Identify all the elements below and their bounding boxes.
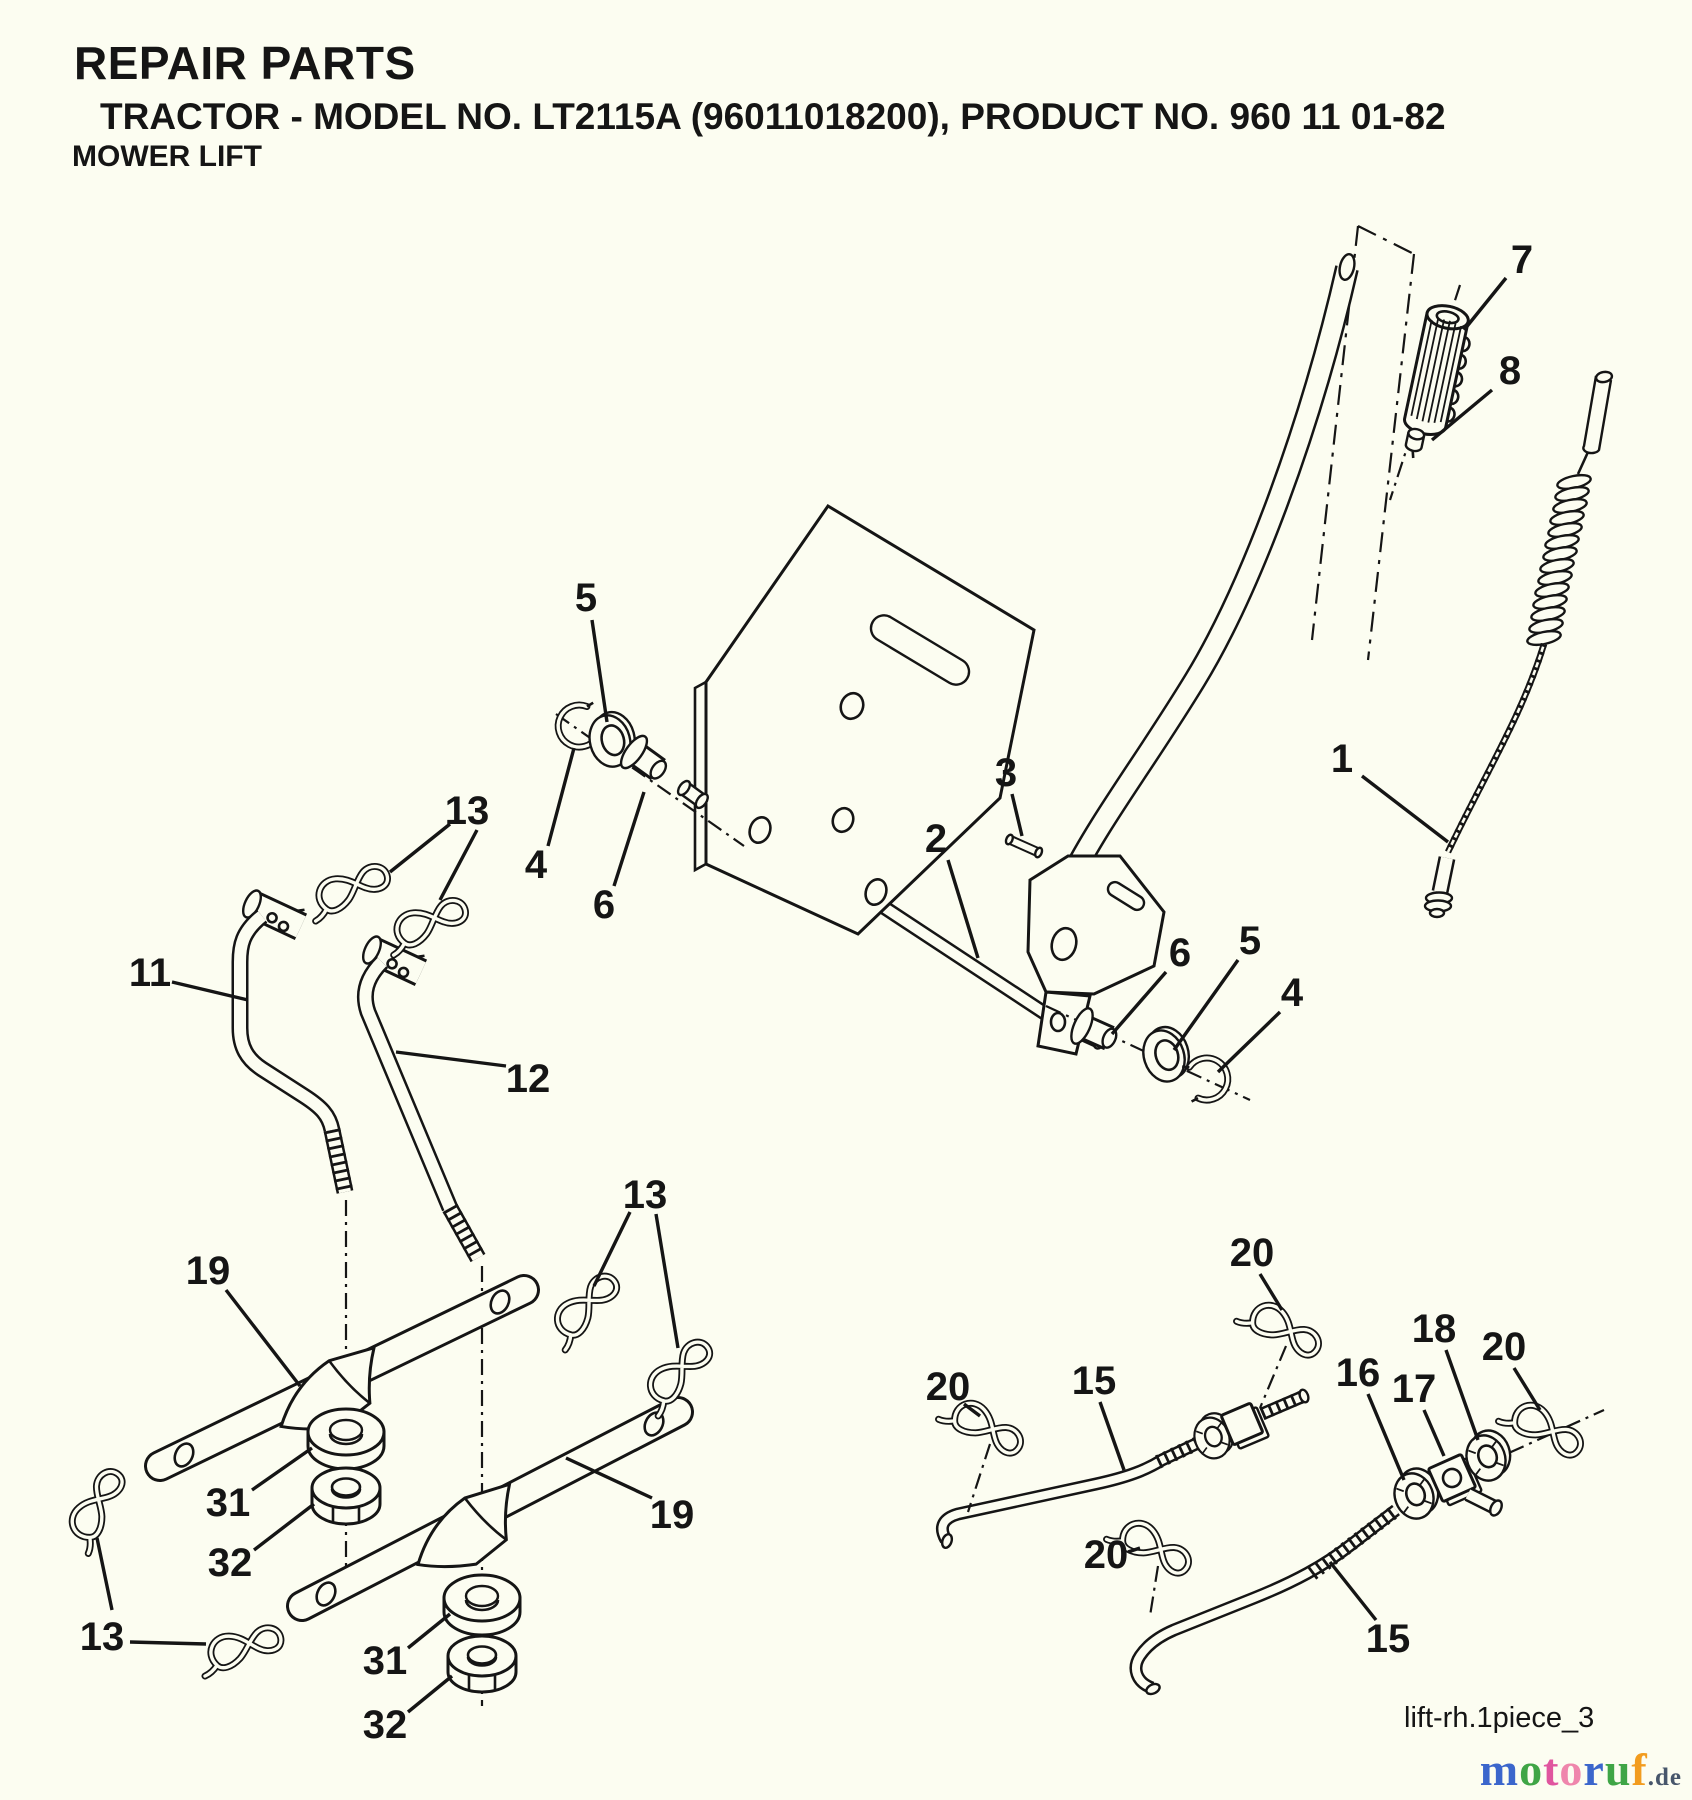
callout-18: 18	[1411, 1307, 1457, 1351]
callout-31: 31	[205, 1481, 251, 1525]
callout-leader-15	[1100, 1402, 1124, 1470]
callout-31: 31	[362, 1639, 408, 1683]
section-title: MOWER LIFT	[72, 140, 262, 173]
callout-leader-7	[1464, 278, 1506, 330]
callout-32: 32	[362, 1703, 408, 1747]
watermark-letter: m	[1479, 1744, 1520, 1795]
callout-leader-32	[254, 1504, 314, 1550]
callout-leader-13	[656, 1214, 678, 1348]
hairpin-clip-icon	[543, 1271, 628, 1350]
callout-13: 13	[79, 1615, 125, 1659]
callout-2: 2	[924, 817, 948, 861]
callout-leader-15	[1330, 1562, 1376, 1620]
callout-leader-6	[614, 792, 644, 886]
page-title: REPAIR PARTS	[74, 37, 416, 89]
watermark-letter: u	[1604, 1744, 1632, 1795]
callout-leader-31	[252, 1448, 312, 1490]
part-32-nut-a	[312, 1468, 380, 1524]
callout-8: 8	[1498, 349, 1522, 393]
callout-3: 3	[994, 751, 1018, 795]
callout-leader-17	[1424, 1410, 1444, 1456]
callout-15: 15	[1071, 1359, 1117, 1403]
callout-20: 20	[1229, 1231, 1275, 1275]
callout-leader-1	[1362, 776, 1448, 842]
callout-5: 5	[1238, 919, 1262, 963]
callout-20: 20	[1083, 1533, 1129, 1577]
callout-leader-13	[130, 1642, 206, 1644]
model-subtitle: TRACTOR - MODEL NO. LT2115A (96011018200), PRODUCT NO. 960 11 01-82	[100, 96, 1446, 137]
part-31-washer-b	[444, 1575, 520, 1635]
callout-leader-18	[1446, 1350, 1478, 1440]
watermark-letter: r	[1583, 1744, 1605, 1795]
callout-leader-2	[948, 860, 978, 958]
diagram-reference: lift-rh.1piece_3	[1404, 1702, 1595, 1734]
hairpin-clip-icon	[198, 1625, 285, 1676]
hairpin-clip-icon	[1499, 1393, 1586, 1468]
cable-spring	[1526, 473, 1592, 648]
callout-32: 32	[207, 1541, 253, 1585]
callout-17: 17	[1391, 1367, 1437, 1411]
callout-20: 20	[1481, 1325, 1527, 1369]
callout-15: 15	[1365, 1617, 1411, 1661]
callout-leader-4	[1218, 1012, 1280, 1072]
callout-19: 19	[185, 1249, 231, 1293]
callout-leader-5	[592, 620, 607, 722]
callout-6: 6	[592, 883, 616, 927]
callout-leader-3	[1012, 794, 1022, 836]
part-2-lever	[1070, 253, 1357, 880]
callout-1: 1	[1330, 737, 1354, 781]
part-15-rod-a	[939, 1293, 1324, 1549]
callout-7: 7	[1510, 238, 1534, 282]
callout-4: 4	[524, 843, 548, 887]
watermark-letter: o	[1559, 1744, 1584, 1795]
callout-4: 4	[1280, 971, 1304, 1015]
part-8-cap	[1403, 428, 1425, 460]
callout-13: 13	[622, 1173, 668, 1217]
part-32-nut-b	[448, 1636, 516, 1692]
callout-leader-31	[408, 1614, 450, 1648]
part-15-rod-b	[1107, 1393, 1604, 1696]
callout-leader-13	[440, 830, 477, 900]
callout-20: 20	[925, 1365, 971, 1409]
callout-6: 6	[1168, 931, 1192, 975]
callout-12: 12	[505, 1057, 551, 1101]
part-3-pin	[1005, 834, 1044, 859]
callout-16: 16	[1335, 1351, 1381, 1395]
callout-layer	[80, 238, 1540, 1747]
watermark-logo	[1480, 1743, 1682, 1796]
hairpin-clip-icon	[305, 863, 394, 921]
callout-19: 19	[649, 1493, 695, 1537]
part-7-grip	[1402, 302, 1476, 439]
callout-leader-32	[408, 1676, 452, 1712]
callout-11: 11	[128, 951, 172, 995]
mount-plate	[695, 506, 1034, 934]
callout-leader-13	[390, 824, 450, 872]
callout-13: 13	[444, 789, 490, 833]
watermark-letter: f	[1631, 1744, 1648, 1795]
watermark-letter: t	[1543, 1744, 1560, 1795]
callout-leader-13	[97, 1538, 112, 1610]
watermark-letter: o	[1519, 1744, 1544, 1795]
callout-leader-12	[396, 1052, 506, 1066]
part-1-cable	[1425, 371, 1613, 917]
watermark-suffix: .de	[1647, 1764, 1682, 1791]
part-12-link	[360, 932, 478, 1258]
callout-5: 5	[574, 576, 598, 620]
callout-leader-19	[226, 1290, 300, 1386]
callout-leader-4	[548, 748, 574, 846]
part-31-washer-a	[308, 1409, 384, 1469]
part-11-link	[240, 886, 345, 1192]
